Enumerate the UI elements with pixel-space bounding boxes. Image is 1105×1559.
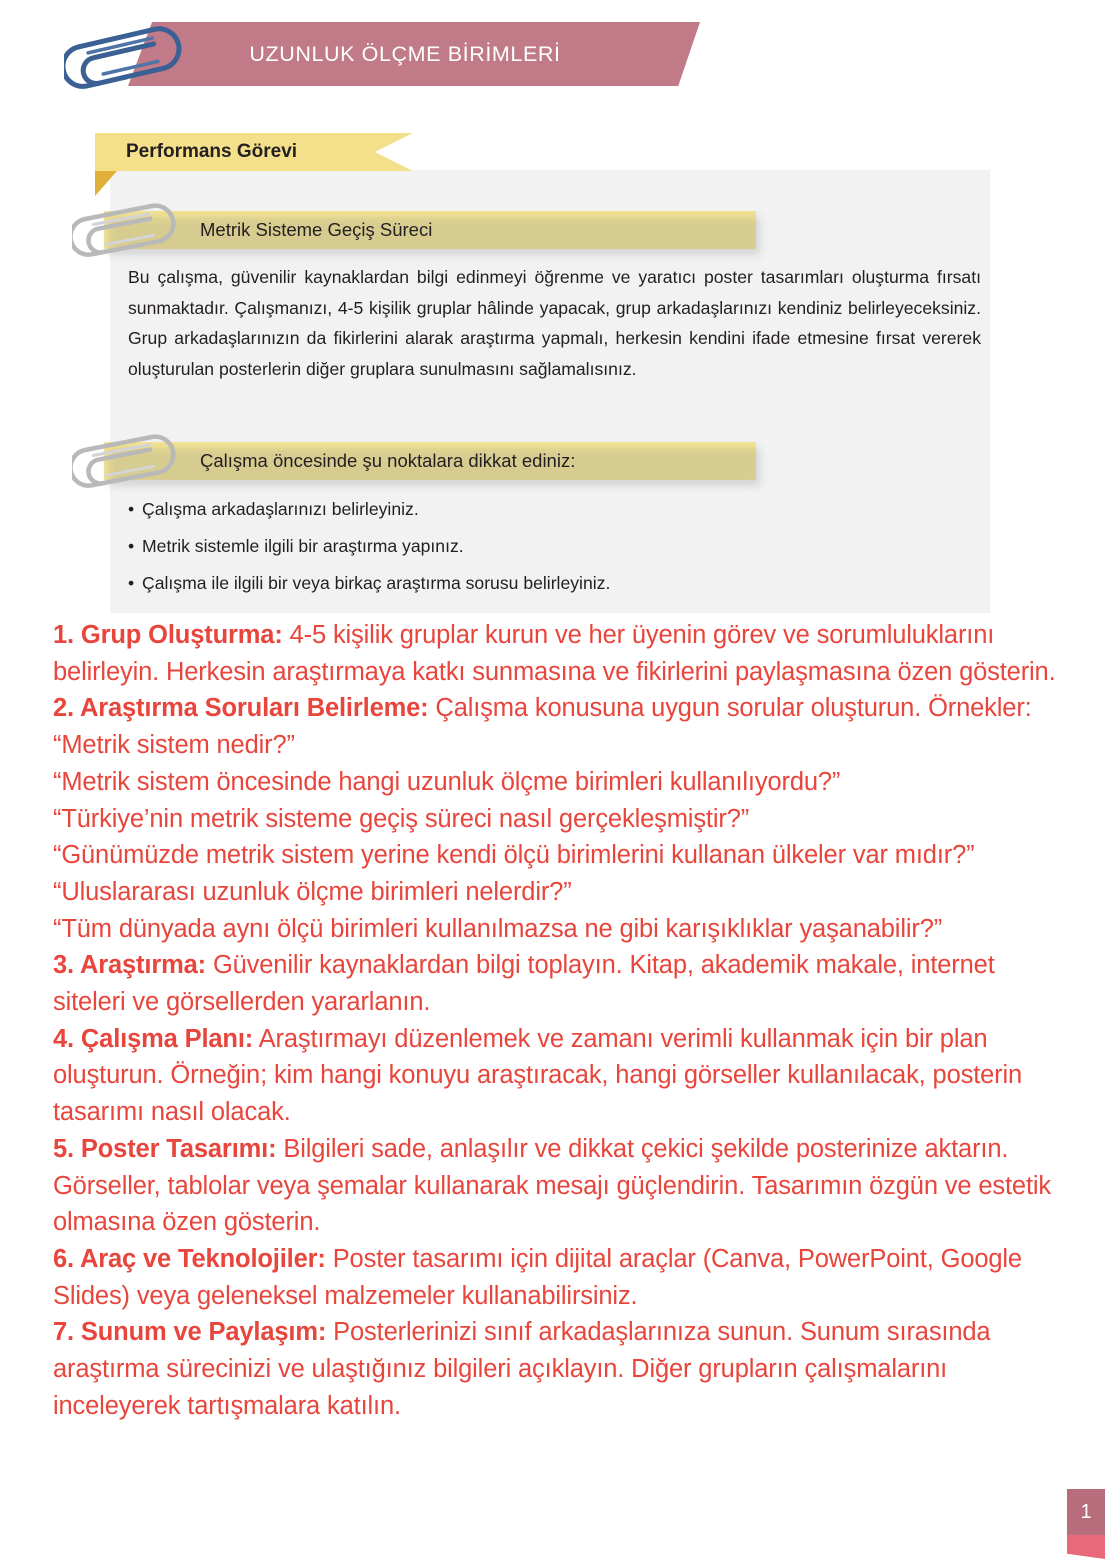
task-step: [53, 874, 1063, 911]
task-step: [53, 911, 1063, 948]
task-step: [53, 1314, 1063, 1424]
list-item: [128, 572, 968, 594]
task-step: [53, 727, 1063, 764]
task-step-body: “Türkiye’nin metrik sisteme geçiş süreci nasıl gerçekleşmiştir?”: [53, 804, 750, 833]
task-step-body: Güvenilir kaynaklardan bilgi toplayın. Kitap, akademik makale, internet siteleri ve görsellerden yararlanın.: [53, 951, 995, 1017]
bullet-marker-icon: •: [128, 536, 135, 556]
task-step: [53, 1021, 1063, 1131]
paperclip-blue-icon: [64, 22, 192, 92]
intro-paragraph: Bu çalışma, güvenilir kaynaklardan bilgi edinmeyi öğrenme ve yaratıcı poster tasarımları oluşturma fırsatı sunmaktadır. Çalışmanızı, 4-5 kişilik gruplar hâlinde yapacak, grup arkadaşlarınızı kendiniz belirleyeceksiniz. Grup arkadaşlarınızın da fikirlerini alarak araştırma yapmalı, herkesin kendini ifade etmesine fırsat vererek oluşturulan posterlerin diğer gruplara sunulmasını sağlamalısınız.: [128, 267, 981, 379]
subtitle-bar-process: [104, 211, 756, 249]
page-number-label: 1: [1067, 1489, 1105, 1535]
subtitle-bar-notes: [104, 442, 756, 480]
task-step-body: 4-5 kişilik gruplar kurun ve her üyenin görev ve sorumluluklarını belirleyin. Herkesin araştırmaya katkı sunmasına ve fikirlerini paylaşmasına özen gösterin.: [53, 621, 1056, 686]
subtitle-label-process: Metrik Sisteme Geçiş Süreci: [200, 219, 433, 240]
list-item-label: Metrik sistemle ilgili bir araştırma yapınız.: [142, 536, 464, 556]
task-step: [53, 801, 1063, 838]
task-step-heading: 4. Çalışma Planı:: [53, 1024, 254, 1053]
task-step-body: “Metrik sistem nedir?”: [53, 731, 295, 760]
task-step-body: Araştırmayı düzenlemek ve zamanı verimli kullanmak için bir plan oluşturun. Örneğin; kim hangi konuyu araştıracak, hangi görseller kullanılacak, posterin tasarımı nasıl olacak.: [53, 1024, 1023, 1127]
task-step-body: “Günümüzde metrik sistem yerine kendi ölçü birimlerini kullanan ülkeler var mıdır?”: [53, 841, 975, 870]
paperclip-silver-icon: [72, 199, 184, 261]
task-steps-section: [53, 617, 1063, 1424]
header-banner: [128, 22, 700, 86]
ribbon-label: Performans Görevi: [126, 141, 298, 162]
task-step-body: Poster tasarımı için dijital araçlar (Canva, PowerPoint, Google Slides) veya geleneksel malzemeler kullanabilirsiniz.: [53, 1244, 1022, 1310]
task-step-body: “Tüm dünyada aynı ölçü birimleri kullanılmazsa ne gibi karışıklıklar yaşanabilir?”: [53, 914, 943, 943]
task-step-body: Bilgileri sade, anlaşılır ve dikkat çekici şekilde posterinize aktarın. Görseller, tablolar veya şemalar kullanarak mesajı güçlendirin. Tasarımın özgün ve estetik olmasına özen gösterin.: [53, 1134, 1052, 1237]
task-step: [53, 1131, 1063, 1241]
list-item-label: Çalışma ile ilgili bir veya birkaç araştırma sorusu belirleyiniz.: [142, 573, 611, 593]
performance-task-ribbon: [95, 133, 413, 171]
page-title: UZUNLUK ÖLÇME BİRİMLERİ: [249, 41, 561, 66]
list-item-label: Çalışma arkadaşlarınızı belirleyiniz.: [142, 499, 419, 519]
task-step-heading: 3. Araştırma:: [53, 951, 207, 980]
task-step-heading: 6. Araç ve Teknolojiler:: [53, 1244, 326, 1273]
subtitle-label-notes: Çalışma öncesinde şu noktalara dikkat ediniz:: [200, 450, 576, 471]
task-step: [53, 837, 1063, 874]
bullet-marker-icon: •: [128, 573, 135, 593]
page-number-badge: [1067, 1489, 1105, 1559]
list-item: [128, 535, 968, 557]
task-step-body: Çalışma konusuna uygun sorular oluşturun. Örnekler:: [428, 694, 1032, 723]
preparation-bullet-list: [128, 498, 968, 609]
task-step: [53, 1241, 1063, 1314]
task-step: [53, 690, 1063, 727]
task-step-body: Posterlerinizi sınıf arkadaşlarınıza sunun. Sunum sırasında araştırma sürecinizi ve ulaştığınız bilgileri açıklayın. Diğer grupların çalışmalarını inceleyerek tartışmalara katılın.: [53, 1318, 991, 1420]
task-step-heading: 1. Grup Oluşturma:: [53, 621, 283, 649]
task-step: [53, 617, 1063, 690]
list-item: [128, 498, 968, 520]
task-step: [53, 764, 1063, 801]
task-step-heading: 5. Poster Tasarımı:: [53, 1134, 277, 1163]
task-step-body: “Metrik sistem öncesinde hangi uzunluk ölçme birimleri kullanılıyordu?”: [53, 767, 841, 796]
task-step-body: “Uluslararası uzunluk ölçme birimleri nelerdir?”: [53, 877, 572, 906]
page-badge-accent: [1067, 1535, 1105, 1559]
task-step-heading: 7. Sunum ve Paylaşım:: [53, 1318, 327, 1347]
bullet-marker-icon: •: [128, 499, 135, 519]
task-step-heading: 2. Araştırma Soruları Belirleme:: [53, 694, 429, 723]
task-step: [53, 947, 1063, 1020]
paperclip-silver-icon: [72, 430, 184, 492]
